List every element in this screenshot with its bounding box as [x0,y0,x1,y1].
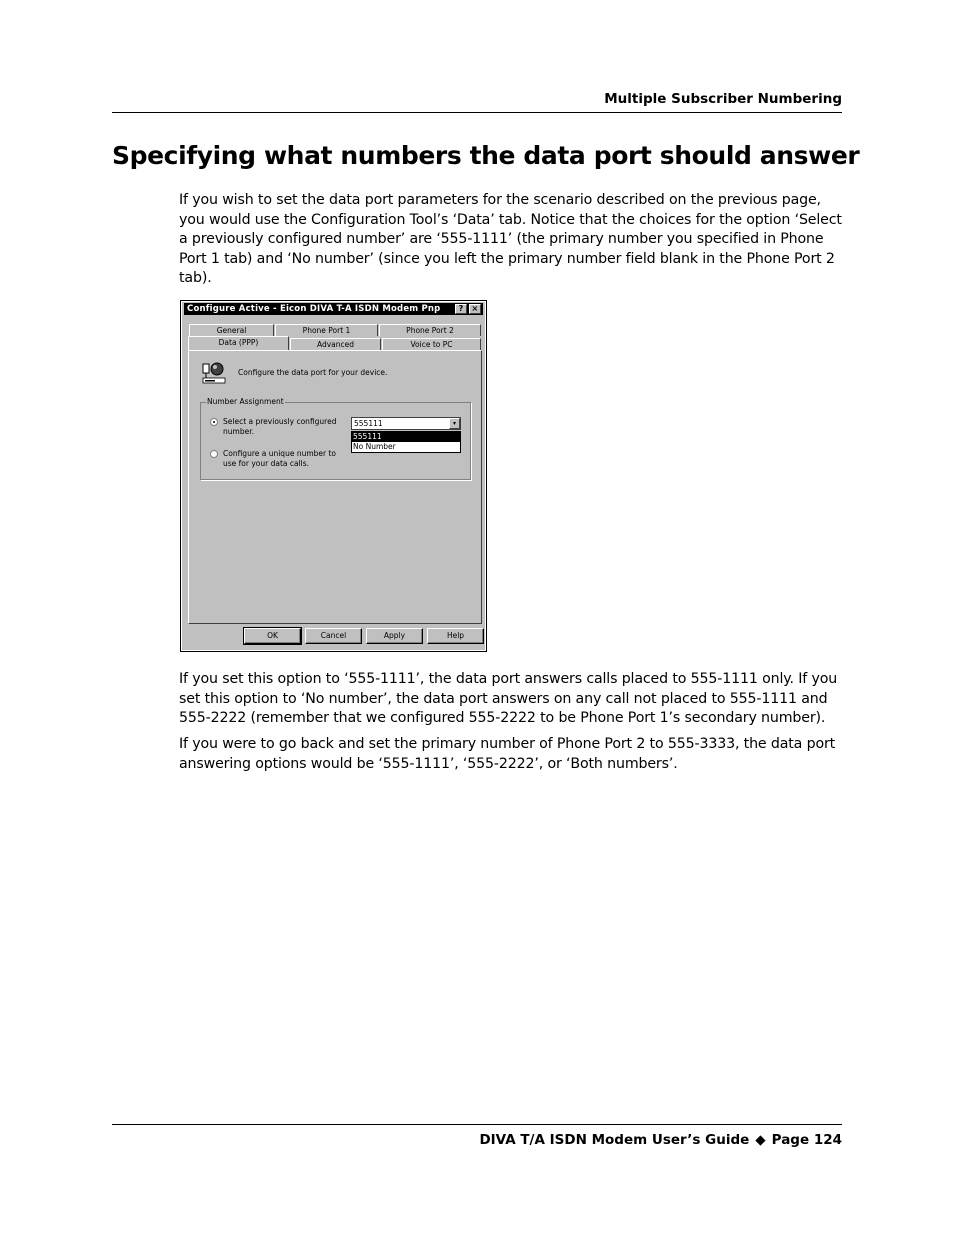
diamond-icon: ◆ [755,1132,766,1148]
select-previous-number-radio[interactable] [210,418,218,426]
previous-number-combo[interactable] [351,417,461,430]
tab-general[interactable]: General [189,324,274,336]
body-paragraph-3: If you were to go back and set the primary number of Phone Port 2 to 555-3333, the data port answering options would be ‘555-1111’, ‘555-2222’, or ‘Both numbers’. [179,736,836,772]
page-number: Page 124 [771,1132,842,1148]
body-paragraph-2: If you set this option to ‘555-1111’, the data port answers calls placed to 555-1111 only. If you set this option to ‘No number’, the data port answers on any call not placed to 555-1111 and 555-2222 (remember that we configured 555-2222 to be Phone Port 1’s secondary number). [179,671,838,726]
cancel-button[interactable]: Cancel [305,628,362,644]
header-rule [112,112,842,113]
help-button[interactable]: Help [427,628,484,644]
configure-unique-number-label[interactable]: Configure a unique number to use for your data calls. [223,449,337,468]
tab-data-ppp[interactable]: Data (PPP) [188,336,289,350]
apply-button[interactable]: Apply [366,628,423,644]
select-previous-number-label[interactable]: Select a previously configured number. [223,417,337,436]
body-paragraph-1: If you wish to set the data port parameters for the scenario described on the previous page, you would use the Configuration Tool’s ‘Data’ tab. Notice that the choices for the option ‘Select a previously configured number’ are ‘555-1111’ (the primary number you specified in Phone Port 1 tab) and ‘No number’ (since you left the primary number field blank in the Phone Port 2 tab). [179,192,842,286]
tab-advanced[interactable]: Advanced [290,338,381,350]
page-heading: Specifying what numbers the data port should answer [112,141,860,170]
number-assignment-label: Number Assignment [207,397,284,406]
tab-phone-port-1[interactable]: Phone Port 1 [275,324,378,336]
close-title-button[interactable]: × [469,304,481,314]
dialog-titlebar [184,303,483,315]
tab-panel [188,350,482,624]
modem-device-icon [202,362,228,384]
dialog-description: Configure the data port for your device. [238,368,388,377]
configure-unique-number-radio[interactable] [210,450,218,458]
tab-phone-port-2[interactable]: Phone Port 2 [379,324,481,336]
footer-rule [112,1124,842,1125]
dropdown-option[interactable]: No Number [353,442,396,451]
number-dropdown-list [351,431,461,453]
configuration-dialog-screenshot [180,300,487,652]
combo-value: 555111 [354,419,383,428]
chevron-down-icon[interactable]: ▾ [449,418,460,429]
page-footer [479,1132,842,1148]
dialog-title: Configure Active - Eicon DIVA T-A ISDN Modem Pnp [187,304,441,314]
running-header: Multiple Subscriber Numbering [604,91,842,107]
ok-button[interactable]: OK [244,628,301,644]
tab-voice-to-pc[interactable]: Voice to PC [382,338,481,350]
dropdown-option[interactable]: 555111 [352,432,460,442]
help-title-button[interactable]: ? [455,304,467,314]
footer-guide-title: DIVA T/A ISDN Modem User’s Guide [479,1132,750,1148]
